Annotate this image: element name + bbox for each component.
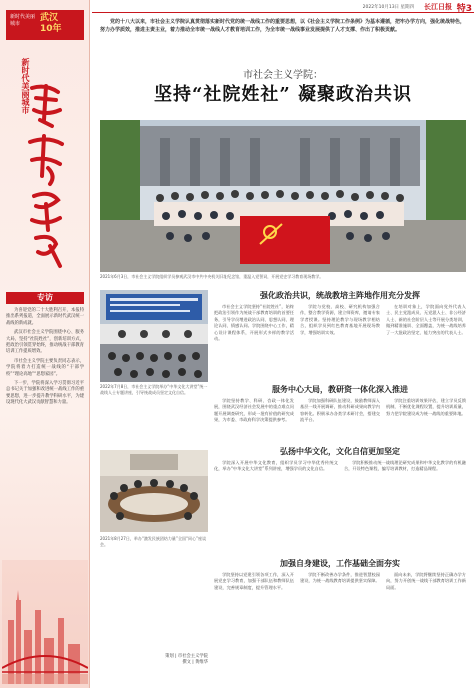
- badge-small-text: 新时代美丽城市: [10, 14, 36, 27]
- article-column: [214, 304, 294, 344]
- lecture-photo-caption: 2022年7月8日，市社会主义学院举办“中华文化大讲堂”统一战线人士专题讲座，引导统战成员坚定文化自信。: [100, 384, 208, 395]
- article-para: 学院注重培训效果评估，建立学员反馈机制，不断优化课程设置，提升培训质量，努力把学院建设成为统一战线的重要阵地。: [386, 398, 466, 416]
- group-photo: [100, 120, 466, 272]
- page-header: [92, 3, 474, 13]
- article-para: 市社会主义学院坚持“社院姓社”，始终把政治引领作为统战干部教育培训的首要任务，引导学员增进政治认同、思想认同、理论认同、情感认同。学院围绕中心工作，精心设计课程体系，开展形式多样的教学活动。: [214, 304, 294, 342]
- article-para: 学院坚持教学、科研、咨政一体化发展，围绕武汉经济社会发展中的重点难点问题开展调查研究，形成一批有价值的研究成果，为市委、市政府科学决策提供参考。: [214, 398, 294, 423]
- article-column: [386, 304, 466, 338]
- vertical-section-title: 新时代美丽城市: [21, 58, 30, 114]
- section-badge: [6, 10, 84, 40]
- article-column: [386, 572, 466, 593]
- section-title: 弘扬中华文化，文化自信更加坚定: [280, 447, 400, 456]
- article-para: 在培训对象上，学院面向党外代表人士、民主党派成员、无党派人士、非公经济人士、新的社会阶层人士等开展分类培训，做到精准施训、全面覆盖，为统一战线培养了一大批政治坚定、能力突出的代表人士。: [386, 304, 466, 335]
- article-column: [300, 304, 380, 338]
- article-para: 学院不断改善办学条件，推进智慧校园建设，为统一战线教育培训提供坚实保障。: [300, 572, 380, 584]
- article-column: [300, 572, 380, 587]
- meeting-photo-caption: 2021年8月27日，举办“激发民族团结力量”全国“同心”座谈会。: [100, 536, 207, 547]
- article-para: 面向未来，学院将继续坚持正确办学方向，努力开创统一战线干部教育培训工作新局面。: [386, 572, 466, 590]
- article-column: [214, 572, 294, 593]
- page-number: 特3: [456, 4, 472, 14]
- badge-years: 10年: [40, 24, 62, 34]
- section-title: 服务中心大局，教研资一体化深入推进: [272, 385, 408, 394]
- author-credit: 策划 | 市社会主义学院 撰文 | 黄维华: [165, 654, 208, 665]
- column-head: 专访: [6, 292, 84, 304]
- interview-para: 市社会主义学院主要负责同志表示，学院将着力打造统一战线的“干部学校”“理论高地”“思想家园”。: [6, 358, 84, 377]
- badge-city: 武汉: [40, 13, 59, 23]
- article-column: [300, 398, 380, 426]
- lead-paragraph: 党的十八大以来，市社会主义学院认真贯彻落实新时代党的统一战线工作的重要思想，以《社会主义学院工作条例》为基本遵循，把牢办学方向，强化统战特色，努力办学质效，推进主责主业，着力推动全市统一战线人才教育培训工作，为全市统一战线事业发展提供了人才支撑、作出了积极贡献。: [100, 19, 466, 33]
- article-column: [214, 460, 338, 475]
- interview-para: 下一步，学院将深入学习贯彻习近平总书记关于加强和改进统一战线工作的重要思想，进一步提升教学科研水平，为建设现代化大武汉贡献智慧和力量。: [6, 381, 84, 406]
- interview-para: 武汉市社会主义学院围绕中心、服务大局，坚持“社院姓社”，创新培训方式，把政治引领贯穿始终，推动统战干部教育培训工作提质增效。: [6, 330, 84, 355]
- headline-kicker: 市社会主义学院：: [243, 70, 323, 81]
- badge-big-text: [40, 13, 62, 35]
- article-para: 学院与党校、高校、研究机构加强合作，整合教学资源，建立师资库，邀请专家学者授课。坚持理论教学与现场教学相结合，组织学员到红色教育基地开展现场教学，增强培训实效。: [300, 304, 380, 335]
- calligraphy-artwork: [26, 80, 66, 270]
- issue-date: 2022年10月13日 星期四: [362, 5, 414, 10]
- article-para: 学院积极推动统一战线理论研究成果和中华文化教学的有机融合，开设特色课程，编写培训教材，打造精品课程。: [344, 460, 466, 472]
- newspaper-name: 长江日报: [424, 3, 452, 11]
- interview-para: 为喜迎党的二十大胜利召开，本报特推出系列报道，全面展示新时代武汉统一战线的新成就。: [6, 308, 84, 326]
- article-para: 学院加强科研队伍建设，鼓励教师深入基层一线开展调研，推动科研成果向教学内容转化。积极承办各类学术研讨会，搭建交流平台。: [300, 398, 380, 423]
- article-para: 学院深入开展中华文化教育，组织学员学习中华优秀传统文化，举办“中华文化大讲堂”系列讲座，增强学员的文化自信。: [214, 460, 338, 472]
- lecture-photo: [100, 290, 208, 382]
- section-title: 加强自身建设，工作基础全面夯实: [280, 559, 400, 568]
- main-photo-caption: 2021年6月3日，市社会主义学院组织学员参观武汉市中共中央机关旧址纪念馆，重温入党誓词，开展党史学习教育现场教学。: [100, 274, 324, 279]
- city-skyline-illustration: [2, 560, 88, 684]
- article-para: 学院坚持以党建引领各项工作，深入开展党史学习教育，加强干部队伍和教师队伍建设，完善规章制度，提升管理水平。: [214, 572, 294, 590]
- article-column: [386, 398, 466, 419]
- left-sidebar: [0, 0, 90, 688]
- interview-text: [6, 308, 84, 410]
- meeting-photo: [100, 450, 208, 532]
- main-headline: 坚持“社院姓社” 凝聚政治共识: [154, 84, 412, 105]
- article-column: [214, 398, 294, 426]
- section-title: 强化政治共识，统战教培主阵地作用充分发挥: [260, 291, 420, 300]
- article-column: [344, 460, 466, 475]
